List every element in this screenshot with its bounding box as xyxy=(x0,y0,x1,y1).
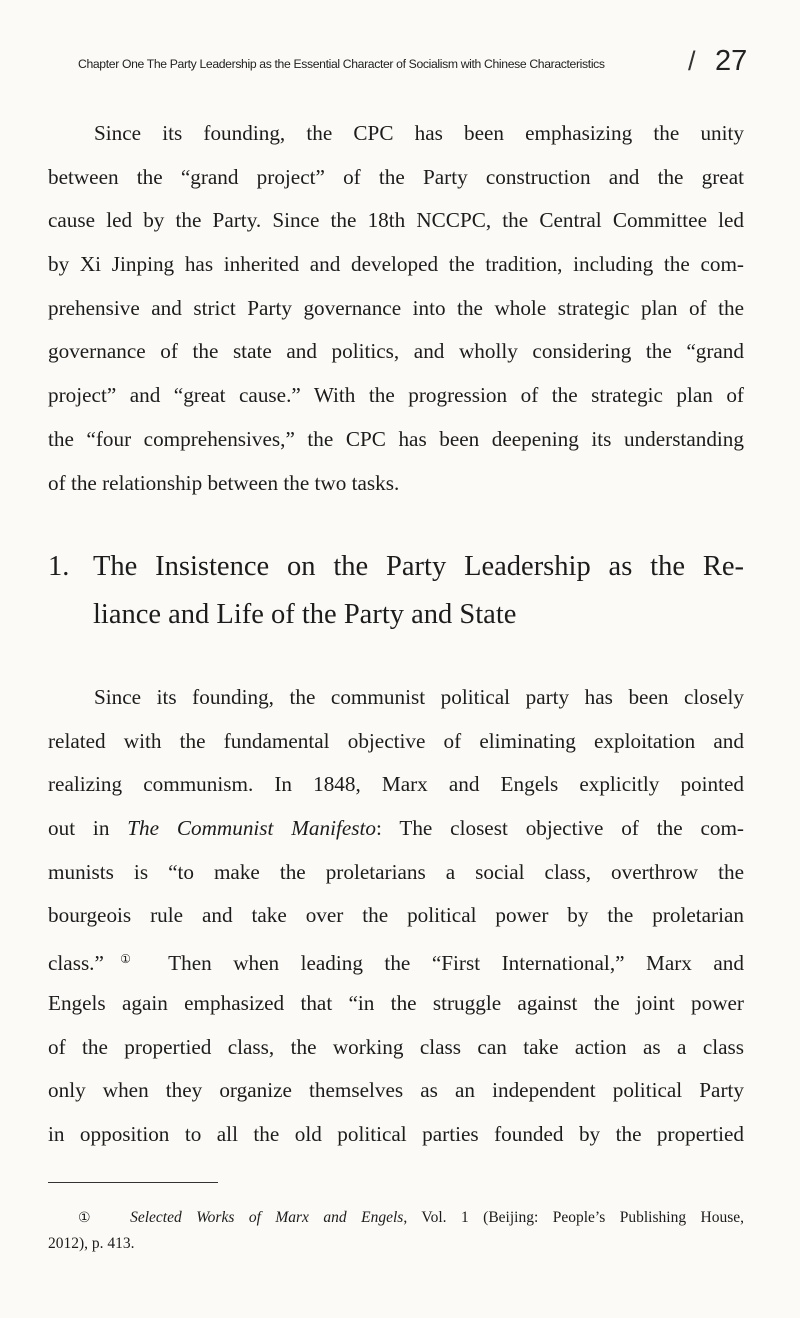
footnote-line: 2012), p. 413. xyxy=(48,1235,135,1252)
text-line: only when they organize themselves as an independent political Party xyxy=(48,1078,744,1103)
book-title: The Communist Manifesto xyxy=(127,816,377,841)
text-line: prehensive and strict Party governance into the whole strategic plan of the xyxy=(48,295,744,320)
section-heading-line: The Insistence on the Party Leadership as the Re- xyxy=(93,551,744,582)
text-line: realizing communism. In 1848, Marx and Engels explicitly pointed xyxy=(48,772,744,797)
text-run: out in xyxy=(48,816,128,841)
running-head xyxy=(78,44,750,84)
text-line: Since its founding, the CPC has been emphasizing the unity xyxy=(94,121,744,145)
text-line xyxy=(48,807,744,851)
text-run: class.” xyxy=(48,951,104,976)
text-run: : The closest objective of the com- xyxy=(376,816,744,841)
text-line: by Xi Jinping has inherited and developed the tradition, including the com- xyxy=(48,252,744,277)
text-line: governance of the state and politics, and wholly considering the “grand xyxy=(48,339,744,364)
paragraph-1 xyxy=(48,112,744,505)
text-line: between the “grand project” of the Party construction and the great xyxy=(48,164,744,189)
text-line: related with the fundamental objective of eliminating exploitation and xyxy=(48,728,744,753)
footnote-book-title: Selected Works of Marx and Engels xyxy=(130,1209,404,1226)
footnote-divider xyxy=(48,1182,218,1183)
section-heading-line: liance and Life of the Party and State xyxy=(93,599,517,630)
text-line: munists is “to make the proletarians a social class, overthrow the xyxy=(48,859,744,884)
footnote-line xyxy=(48,1205,744,1231)
text-line: bourgeois rule and take over the political power by the proletarian xyxy=(48,903,744,928)
text-line: of the propertied class, the working class can take action as a class xyxy=(48,1034,744,1059)
text-run: , Vol. 1 (Beijing: People’s Publishing House, xyxy=(403,1209,745,1226)
text-line: cause led by the Party. Since the 18th NCCPC, the Central Committee led xyxy=(48,208,744,233)
paragraph-2 xyxy=(48,676,744,1157)
chapter-title: Chapter One The Party Leadership as the Essential Character of Socialism with Chinese Characteristics xyxy=(78,57,605,71)
page-number-separator: / xyxy=(688,46,696,76)
footnote-mark: ① xyxy=(78,1210,102,1226)
page-number: 27 xyxy=(715,45,748,77)
section-number: 1. xyxy=(48,551,70,582)
text-line: the “four comprehensives,” the CPC has been deepening its understanding xyxy=(48,426,744,451)
text-line: Engels again emphasized that “in the struggle against the joint power xyxy=(48,990,744,1015)
text-line xyxy=(48,938,744,982)
text-run: Then when leading the “First International,” Marx and xyxy=(147,951,744,976)
text-line: of the relationship between the two tasks. xyxy=(48,470,400,495)
text-line: Since its founding, the communist political party has been closely xyxy=(94,685,744,709)
text-line: in opposition to all the old political parties founded by the propertied xyxy=(48,1121,744,1146)
footnote xyxy=(48,1205,744,1257)
footnote-reference[interactable]: ① xyxy=(103,952,148,967)
text-line: project” and “great cause.” With the progression of the strategic plan of xyxy=(48,383,744,408)
